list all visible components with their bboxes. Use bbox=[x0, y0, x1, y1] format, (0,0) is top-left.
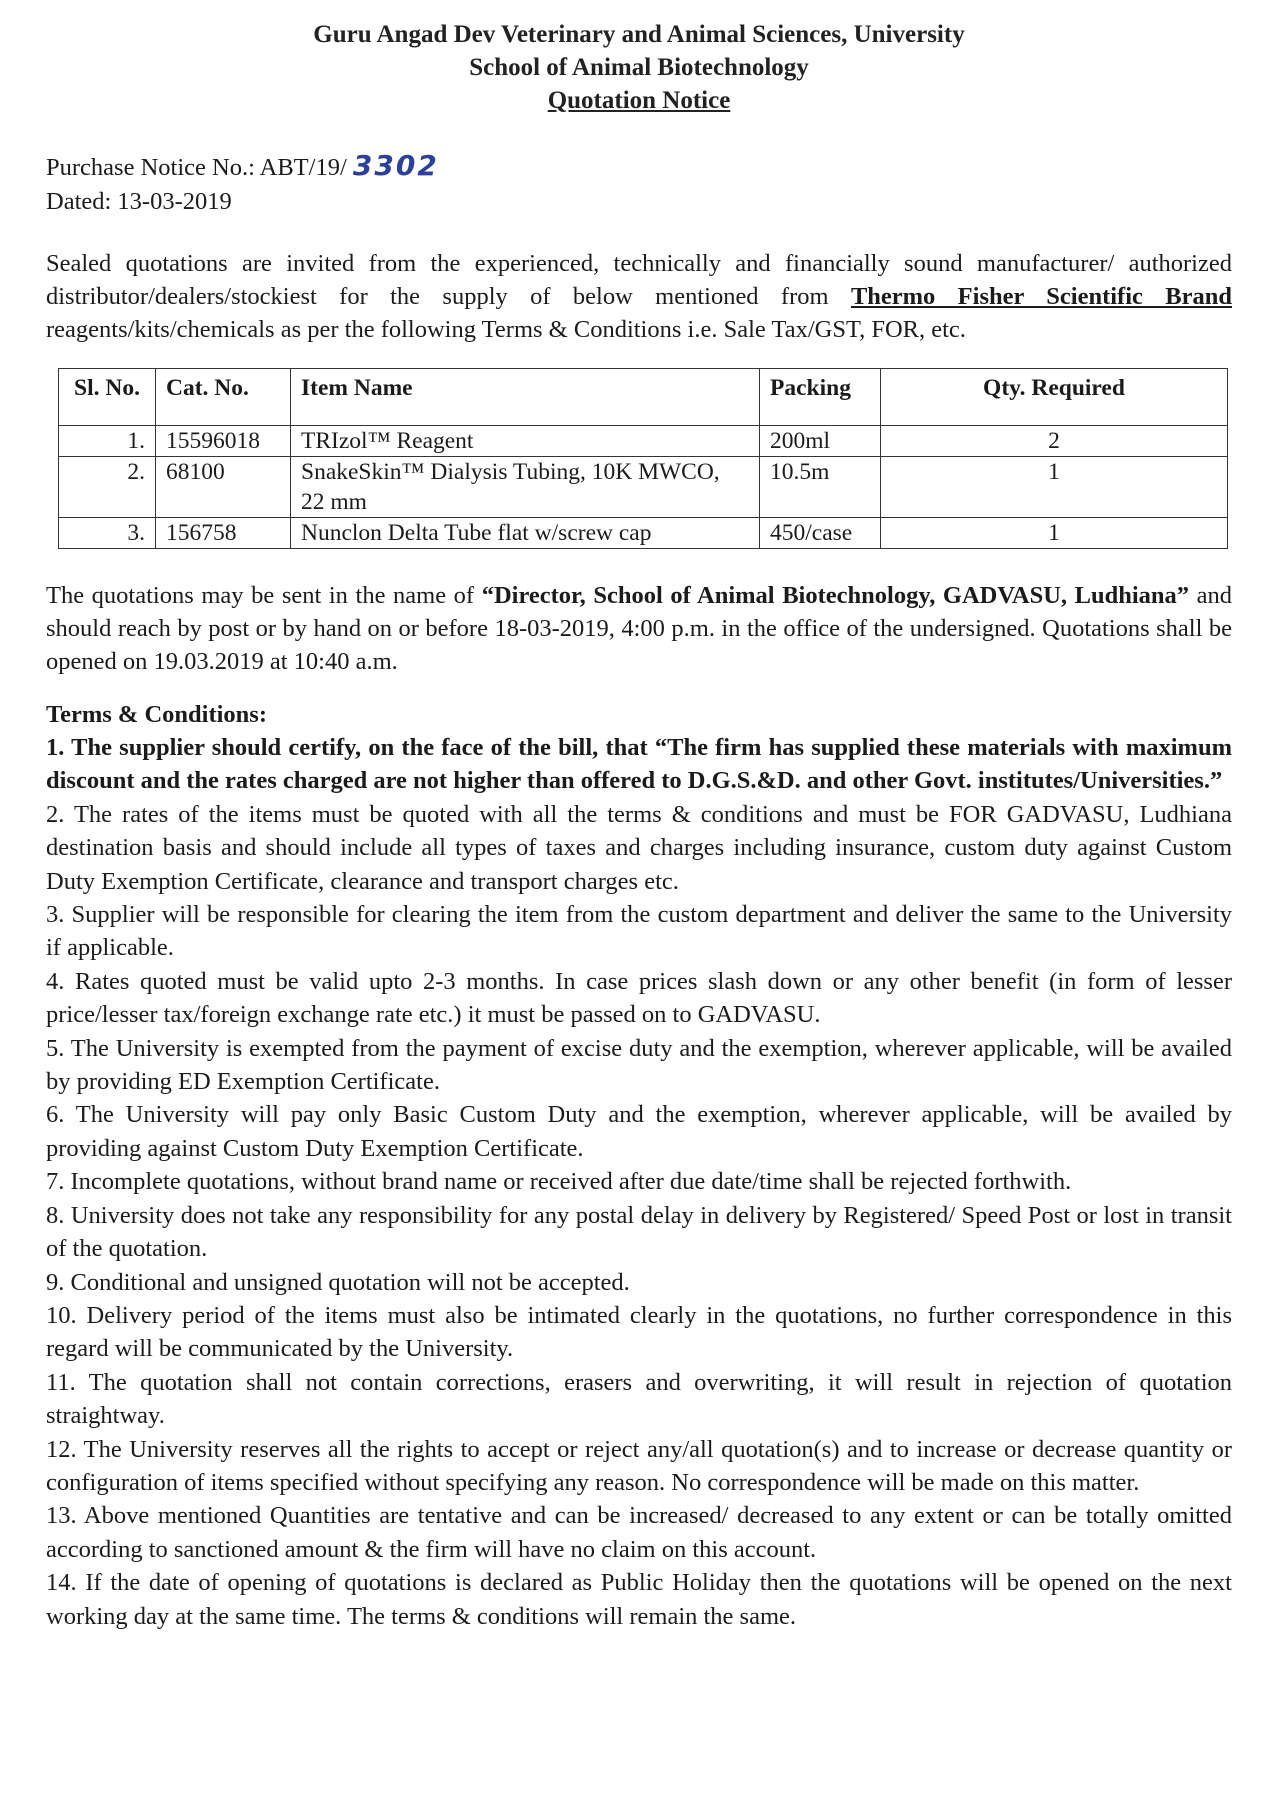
term-item: 14. If the date of opening of quotations is declared as Public Holiday then the quotations will be opened on the next working day at the same time. The terms & conditions will remain the same. bbox=[46, 1569, 1232, 1630]
col-qty-required: Qty. Required bbox=[881, 369, 1228, 426]
col-packing: Packing bbox=[760, 369, 881, 426]
cell-packing: 10.5m bbox=[760, 457, 881, 518]
university-name: Guru Angad Dev Veterinary and Animal Sciences, University bbox=[313, 21, 965, 48]
table-header-row bbox=[59, 369, 1228, 426]
purchase-notice-label: Purchase Notice No.: ABT/19/ bbox=[46, 154, 347, 181]
terms-heading: Terms & Conditions: bbox=[46, 701, 267, 728]
term-item: 3. Supplier will be responsible for clearing the item from the custom department and deliver the same to the University if applicable. bbox=[46, 901, 1232, 962]
intro-paragraph bbox=[46, 247, 1232, 346]
cell-item-name: TRIzol™ Reagent bbox=[291, 426, 760, 457]
term-item: 1. The supplier should certify, on the face of the bill, that “The firm has supplied these materials with maximum discount and the rates charged are not higher than offered to D.G.S.&D. and other Govt. institutes/Universities.” bbox=[46, 734, 1232, 795]
term-item: 9. Conditional and unsigned quotation will not be accepted. bbox=[46, 1268, 630, 1296]
term-item: 5. The University is exempted from the payment of excise duty and the exemption, wherever applicable, will be availed by providing ED Exemption Certificate. bbox=[46, 1034, 1232, 1096]
submission-text-start: The quotations may be sent in the name of bbox=[46, 582, 482, 609]
intro-text-end: reagents/kits/chemicals as per the following Terms & Conditions i.e. Sale Tax/GST, FOR, etc. bbox=[46, 316, 966, 343]
terms-section bbox=[46, 698, 1232, 1633]
term-item: 7. Incomplete quotations, without brand name or received after due date/time shall be rejected forthwith. bbox=[46, 1168, 1072, 1196]
brand-name: Thermo Fisher Scientific Brand bbox=[850, 283, 1232, 310]
term-item: 8. University does not take any responsibility for any postal delay in delivery by Registered/ Speed Post or lost in transit of the quotation. bbox=[46, 1201, 1232, 1263]
col-item-name: Item Name bbox=[291, 369, 760, 426]
cell-sl-no: 1. bbox=[59, 426, 156, 457]
cell-sl-no: 3. bbox=[59, 518, 156, 549]
notice-meta bbox=[46, 149, 1232, 219]
cell-qty: 2 bbox=[881, 426, 1228, 457]
cell-packing: 200ml bbox=[760, 426, 881, 457]
cell-item-name: SnakeSkin™ Dialysis Tubing, 10K MWCO, 22 mm bbox=[291, 457, 760, 518]
table-row bbox=[59, 518, 1228, 549]
submission-paragraph bbox=[46, 579, 1232, 678]
cell-qty: 1 bbox=[881, 457, 1228, 518]
cell-packing: 450/case bbox=[760, 518, 881, 549]
intro-text-start: Sealed quotations are invited from the experienced, technically and financially sound manufacturer/ authorized distributor/dealers/stockiest for the supply of below mentioned from bbox=[46, 250, 1232, 310]
term-item: 13. Above mentioned Quantities are tentative and can be increased/ decreased to any extent or can be totally omitted according to sanctioned amount & the firm will have no claim on this account. bbox=[46, 1502, 1232, 1563]
cell-item-name: Nunclon Delta Tube flat w/screw cap bbox=[291, 518, 760, 549]
purchase-notice-number bbox=[46, 149, 1232, 185]
cell-qty: 1 bbox=[881, 518, 1228, 549]
table-row bbox=[59, 426, 1228, 457]
term-item: 4. Rates quoted must be valid upto 2-3 months. In case prices slash down or any other benefit (in form of lesser price/lesser tax/foreign exchange rate etc.) it must be passed on to GADVASU. bbox=[46, 967, 1232, 1029]
col-cat-no: Cat. No. bbox=[156, 369, 291, 426]
term-item: 11. The quotation shall not contain corrections, erasers and overwriting, it will result in rejection of quotation straightway. bbox=[46, 1368, 1232, 1430]
quotation-notice-page bbox=[46, 18, 1232, 1633]
cell-cat-no: 156758 bbox=[156, 518, 291, 549]
term-item: 6. The University will pay only Basic Custom Duty and the exemption, wherever applicable, will be availed by providing against Custom Duty Exemption Certificate. bbox=[46, 1101, 1232, 1162]
document-header bbox=[46, 18, 1232, 117]
table-row bbox=[59, 457, 1228, 518]
col-sl-no: Sl. No. bbox=[59, 369, 156, 426]
term-item: 2. The rates of the items must be quoted with all the terms & conditions and must be FOR GADVASU, Ludhiana destination basis and should include all types of taxes and charges including insurance, custom duty against Custom Duty Exemption Certificate, clearance and transport charges etc. bbox=[46, 800, 1232, 895]
cell-cat-no: 68100 bbox=[156, 457, 291, 518]
addressee-name: “Director, School of Animal Biotechnology, GADVASU, Ludhiana” bbox=[481, 582, 1190, 609]
handwritten-notice-number: 3302 bbox=[352, 149, 439, 182]
cell-sl-no: 2. bbox=[59, 457, 156, 518]
term-item: 10. Delivery period of the items must also be intimated clearly in the quotations, no further correspondence in this regard will be communicated by the University. bbox=[46, 1301, 1232, 1363]
notice-date: Dated: 13-03-2019 bbox=[46, 188, 232, 215]
items-table bbox=[58, 368, 1228, 549]
submission-text-end: and should reach by post or by hand on or before 18-03-2019, 4:00 p.m. in the office of the undersigned. Quotations shall be opened on 19.03.2019 at 10:40 a.m. bbox=[46, 582, 1233, 675]
notice-title: Quotation Notice bbox=[547, 87, 731, 114]
school-name: School of Animal Biotechnology bbox=[469, 54, 809, 81]
cell-cat-no: 15596018 bbox=[156, 426, 291, 457]
term-item: 12. The University reserves all the rights to accept or reject any/all quotation(s) and to increase or decrease quantity or configuration of items specified without specifying any reason. No correspondence will be made on this matter. bbox=[46, 1435, 1232, 1496]
